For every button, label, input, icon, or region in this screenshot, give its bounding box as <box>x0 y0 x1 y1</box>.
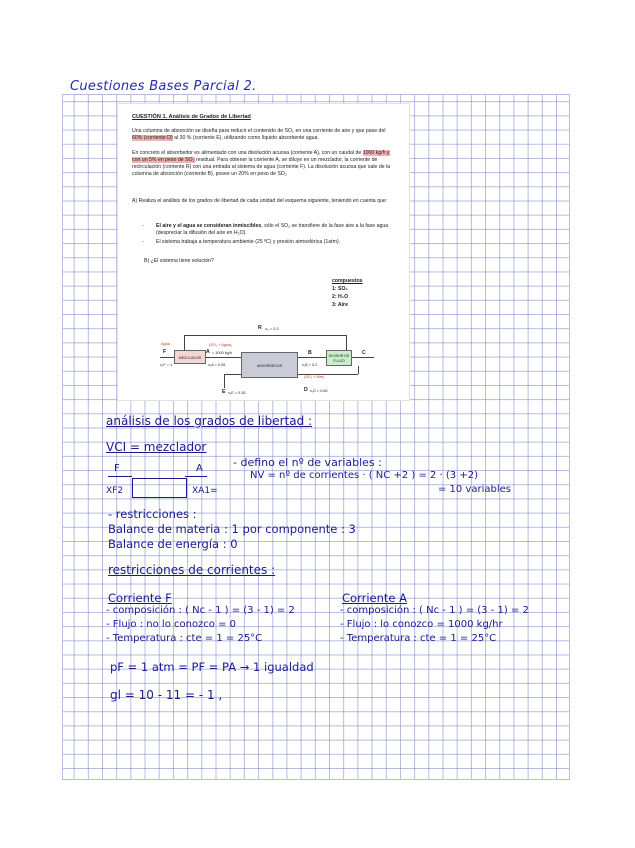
stream-A-line <box>206 357 241 358</box>
feed-line-F <box>160 357 174 358</box>
bullet-dash: - <box>142 239 144 245</box>
define-variables-line: - defino el nº de variables : <box>233 456 382 469</box>
stream-E-fraction: x₁E = 0.30 <box>228 391 246 395</box>
stream-A-title: Corriente A <box>342 591 407 605</box>
stream-E-label: E <box>222 389 226 395</box>
water-label: Agua <box>161 342 170 346</box>
unit-title: VCI = mezclador <box>106 440 207 454</box>
stream-F-flow: - Flujo : no lo conozco = 0 <box>106 619 237 630</box>
recycle-line-down <box>184 335 185 351</box>
stream-B-fraction: x₁B = 0.2 <box>302 363 318 367</box>
stream-D-fraction: x₁D = 0.60 <box>310 389 328 393</box>
stream-A-flow: = 1000 kg/h <box>212 351 232 355</box>
stream-A-temperature: - Temperatura : cte = 1 = 25°C <box>340 633 497 644</box>
page-title: Cuestiones Bases Parcial 2. <box>70 79 257 94</box>
degrees-of-freedom-result: gl = 10 - 11 = - 1 , <box>110 688 223 702</box>
doc-paragraph-3: A) Realiza el análisis de los grados de libertad de cada unidad del esquema siguiente, teniendo en cuenta que: <box>132 198 388 204</box>
stream-F-fraction: x₂F = 1 <box>160 363 173 367</box>
stream-restrictions-title: restricciones de corrientes : <box>108 563 276 577</box>
doc-bullet-2: El sistema trabaja a temperatura ambiente (25 ºC) y presión atmosférica (1atm). <box>156 239 341 245</box>
stream-F-label: F <box>163 349 167 355</box>
pasted-question-document <box>117 103 410 401</box>
doc-heading: CUESTIÓN 1. Análisis de Grados de Libertad <box>132 114 251 120</box>
pressure-equality: pF = 1 atm = PF = PA → 1 igualdad <box>110 660 314 674</box>
compound-1: 1: SO₂ <box>332 286 348 292</box>
mixer-in-F-label: F <box>114 463 120 474</box>
stream-A-label: A <box>206 349 210 355</box>
stream-B-label: B <box>308 350 312 356</box>
stream-F-temperature: - Temperatura : cte = 1 = 25°C <box>106 633 263 644</box>
mixer-out-arrow <box>185 476 207 477</box>
compound-3: 3: Aire <box>332 302 348 308</box>
restrictions-title: - restricciones : <box>108 507 197 521</box>
analysis-title: análisis de los grados de libertad : <box>106 414 313 428</box>
material-balance: Balance de materia : 1 por componente : 3 <box>108 522 356 536</box>
doc-paragraph-4: B) ¿El sistema tiene solución? <box>144 258 214 264</box>
energy-balance: Balance de energía : 0 <box>108 537 238 551</box>
stream-F-composition: - composición : ( Nc - 1 ) = (3 - 1) = 2 <box>106 605 295 616</box>
stream-C-line <box>352 357 374 358</box>
doc-paragraph-1: Una columna de absorción se diseña para reducir el contenido de SO₂ en una corriente de aire y que pase del 60% (corriente D) al 30 % (corriente E), utilizando como líquido absorbente agua. <box>132 128 386 141</box>
recycle-line <box>184 335 346 336</box>
compounds-title: compuestos <box>332 278 363 284</box>
so2-air-label: (SO₂ + Aire) <box>304 375 325 379</box>
stream-F-title: Corriente F <box>108 591 172 605</box>
stream-A-composition: - composición : ( Nc - 1 ) = (3 - 1) = 2 <box>340 605 529 616</box>
stream-A-flow-note: - Flujo : lo conozco = 1000 kg/hr <box>340 619 503 630</box>
flow-splitter-unit: DIVISOR DE FLUJO <box>326 350 352 366</box>
mixer-unit: MEZCLADOR <box>174 350 206 364</box>
so2-water-label: (SO₂ + Agua) <box>209 343 232 347</box>
stream-A-fraction: x₁A = 0.05 <box>208 363 226 367</box>
stream-R-fraction: x₁ᵣ = 0.2 <box>265 327 279 331</box>
mixer-out-A-label: A <box>196 463 203 474</box>
xF2-label: XF2 <box>106 486 124 496</box>
stream-C-label: C <box>362 350 366 356</box>
nv-result: = 10 variables <box>438 484 512 495</box>
bullet-dash: - <box>142 223 144 229</box>
mixer-in-arrow <box>108 476 132 477</box>
stream-E-line-down <box>224 374 225 388</box>
stream-B-line <box>298 357 326 358</box>
compound-2: 2: H₂O <box>332 294 349 300</box>
stream-R-label: R <box>258 325 262 331</box>
mixer-sketch-box <box>132 478 187 498</box>
doc-bullet-1: El aire y el agua se consideran inmiscibles, sólo el SO₂ se transfiere de la fase aire a la fase agua (despreciar la difusión del aire en H₂O). <box>156 223 389 236</box>
absorber-unit: ABSORBEDOR <box>241 352 298 378</box>
doc-paragraph-2: En concreto el absorbedor es alimentado con una disolución acuosa (corriente A), con un caudal de 1000 kg/h y con un 5% en peso de SO₂ residual. Para obtener la corriente A, se diluye en un mezclador, la corriente de recirculación (corriente R) con una entrada al sistema de agua (corriente F). La disolución acuosa que sale de la columna de absorción (corriente B), posee un 20% en peso de SO₂ <box>132 150 391 177</box>
stream-D-line <box>298 374 358 375</box>
stream-E-line <box>224 374 241 375</box>
stream-D-line-up <box>358 366 359 374</box>
nv-formula: NV = nº de corrientes · ( NC +2 ) = 2 · (3 +2) <box>250 470 478 481</box>
xA1-label: XA1= <box>192 486 218 496</box>
stream-D-label: D <box>304 387 308 393</box>
